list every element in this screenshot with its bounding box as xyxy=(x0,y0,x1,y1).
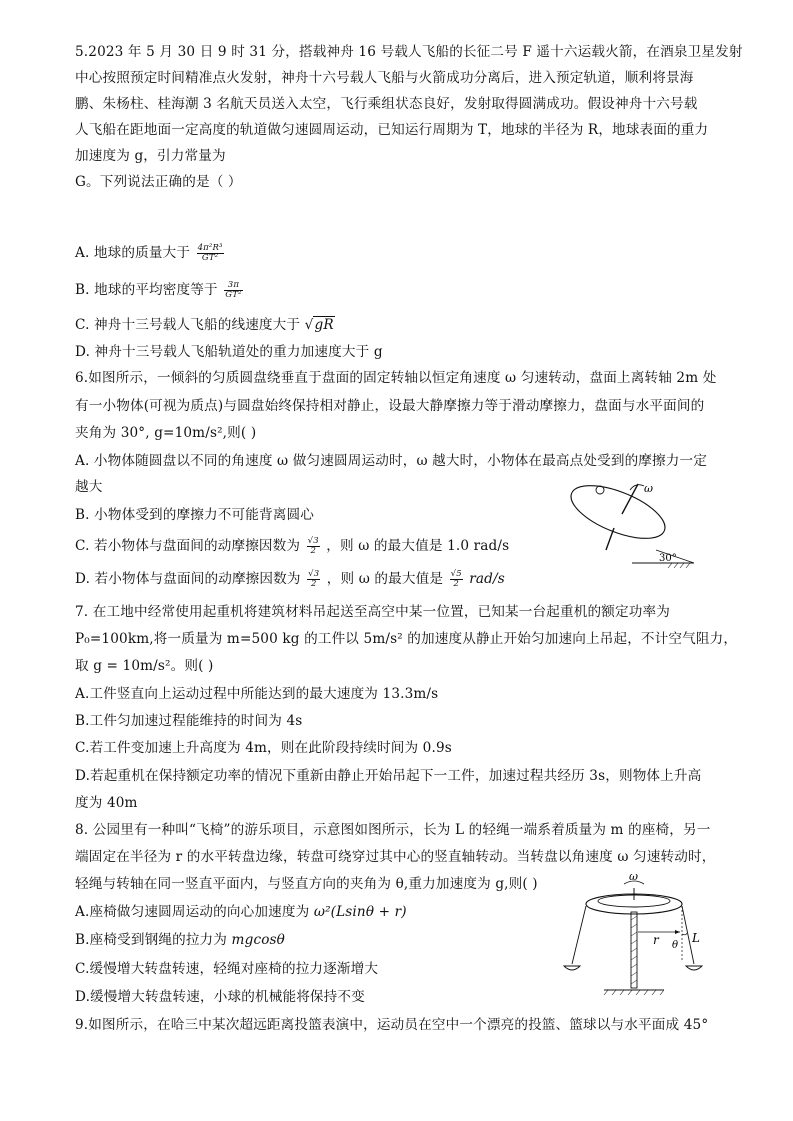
q8-option-d[interactable]: D.缓慢增大转盘转速，小球的机械能将保持不变 xyxy=(75,989,365,1005)
theta-label: θ xyxy=(672,940,679,951)
q5-option-d[interactable]: D. 神舟十三号载人飞船轨道处的重力加速度大于 g xyxy=(75,344,383,360)
q8-option-a[interactable] xyxy=(75,902,407,922)
omega-label: ω xyxy=(644,482,653,495)
q6-option-d-fraction-1 xyxy=(307,570,320,589)
q7-option-d-line-1[interactable]: D.若起重机在保持额定功率的情况下重新由静止开始吊起下一工件，加速过程共经历 3s，则物体上升高 xyxy=(75,768,702,784)
small-object xyxy=(596,486,604,494)
tilted-disk-figure xyxy=(560,478,700,570)
disk-ellipse xyxy=(564,475,672,550)
q8-option-a-math: ω²(Lsinθ + r) xyxy=(313,904,407,920)
q6-option-d-unit: rad/s xyxy=(469,571,505,587)
fraction-denominator: GT² xyxy=(201,253,219,263)
fraction-numerator: 4π²R³ xyxy=(197,243,223,253)
q8-line-2: 端固定在半径为 r 的水平转盘边缘，转盘可绕穿过其中心的竖直轴转动。当转盘以角速度 ω 匀速转动时， xyxy=(75,849,716,865)
q6-line-1: 6.如图所示，一倾斜的匀质圆盘绕垂直于盘面的固定转轴以恒定角速度 ω 匀速转动，盘面上离转轴 2m 处 xyxy=(75,370,717,386)
q5-option-a[interactable] xyxy=(75,243,226,263)
q8-option-b[interactable] xyxy=(75,930,285,950)
rotation-axis-top xyxy=(622,484,638,514)
q7-line-2: P₀=100km,将一质量为 m=500 kg 的工件以 5m/s² 的加速度从静止开始匀加速向上吊起，不计空气阻力， xyxy=(75,631,738,647)
q8-line-1: 8. 公园里有一种叫“飞椅”的游乐项目，示意图如图所示，长为 L 的轻绳一端系着质量为 m 的座椅，另一 xyxy=(75,822,711,838)
q8-line-3: 轻绳与转轴在同一竖直平面内，与竖直方向的夹角为 θ,重力加速度为 g,则( ) xyxy=(75,876,538,892)
q6-option-c[interactable] xyxy=(75,536,509,556)
radius-arrowhead xyxy=(675,930,680,934)
q5-option-b[interactable] xyxy=(75,280,245,300)
q5-line-5: 加速度为 g，引力常量为 xyxy=(75,148,226,164)
omega-label: ω xyxy=(629,870,638,883)
right-seat xyxy=(686,966,702,970)
q5-option-c-text: C. 神舟十三号载人飞船的线速度大于 xyxy=(75,317,301,333)
left-rope xyxy=(572,906,586,964)
radius-label: r xyxy=(653,933,659,947)
shaft-hatch xyxy=(631,916,637,984)
q8-option-b-text: B.座椅受到钢绳的拉力为 xyxy=(75,932,228,948)
q6-option-d-mid: ，则 ω 的最大值是 xyxy=(326,571,444,587)
q6-option-c-post: ，则 ω 的最大值是 1.0 rad/s xyxy=(326,538,510,554)
ground-hatch xyxy=(668,563,690,568)
q8-option-b-math: mgcosθ xyxy=(231,932,285,948)
fraction-numerator: √5 xyxy=(450,569,462,579)
q5-option-a-fraction xyxy=(197,244,224,263)
q6-line-3: 夹角为 30°, g=10m/s²,则( ) xyxy=(75,425,257,441)
angle-label: 30° xyxy=(659,553,677,564)
q7-line-3: 取 g = 10m/s²。则( ) xyxy=(75,658,214,674)
sqrt-expression: √gR xyxy=(304,317,334,333)
fraction-denominator: 2 xyxy=(310,579,317,589)
q6-line-2: 有一小物体(可视为质点)与圆盘始终保持相对静止，设最大静摩擦力等于滑动摩擦力，盘面与水平面间的 xyxy=(75,398,705,414)
q6-option-a-line-1[interactable]: A. 小物体随圆盘以不同的角速度 ω 做匀速圆周运动时，ω 越大时，小物体在最高点处受到的摩擦力一定 xyxy=(75,453,708,469)
fraction-numerator: √3 xyxy=(307,536,319,546)
q6-option-d[interactable] xyxy=(75,569,505,589)
fraction-denominator: 2 xyxy=(310,546,316,556)
q7-option-d-line-2: 度为 40m xyxy=(75,795,138,811)
q6-option-c-fraction xyxy=(307,537,320,556)
q5-option-b-fraction xyxy=(224,281,242,300)
rotation-axis-bottom xyxy=(606,528,614,550)
q7-option-a[interactable]: A.工件竖直向上运动过程中所能达到的最大速度为 13.3m/s xyxy=(75,686,439,702)
q7-option-b[interactable]: B.工件匀加速过程能维持的时间为 4s xyxy=(75,713,303,729)
q7-line-1: 7. 在工地中经常使用起重机将建筑材料吊起送至高空中某一位置，已知某一台起重机的额定功率为 xyxy=(75,604,670,620)
q8-option-c[interactable]: C.缓慢增大转盘转速，轻绳对座椅的拉力逐渐增大 xyxy=(75,961,379,977)
length-label: L xyxy=(692,931,700,945)
q5-option-a-text: A. 地球的质量大于 xyxy=(75,245,191,261)
q5-line-6: G。下列说法正确的是（ ） xyxy=(75,174,242,190)
q6-option-a-line-2: 越大 xyxy=(75,479,103,495)
theta-arc xyxy=(682,933,687,935)
q6-option-d-fraction-2 xyxy=(450,570,463,589)
q7-option-c[interactable]: C.若工件变加速上升高度为 4m，则在此阶段持续时间为 0.9s xyxy=(75,740,452,756)
q5-option-c[interactable] xyxy=(75,315,335,335)
swing-chair-figure xyxy=(560,870,710,998)
fraction-numerator: √3 xyxy=(308,569,320,579)
left-seat xyxy=(564,966,580,970)
q9-line-1: 9.如图所示，在哈三中某次超远距离投篮表演中，运动员在空中一个漂亮的投篮、篮球以与水平面成 45° xyxy=(75,1017,709,1033)
q5-line-1: 5.2023 年 5 月 30 日 9 时 31 分，搭载神舟 16 号载人飞船的长征二号 F 遥十六运载火箭，在酒泉卫星发射 xyxy=(75,44,743,60)
sqrt-radicand: gR xyxy=(314,317,334,333)
q5-option-b-text: B. 地球的平均密度等于 xyxy=(75,282,218,298)
q5-line-4: 人飞船在距地面一定高度的轨道做匀速圆周运动，已知运行周期为 T，地球的半径为 R，地球表面的重力 xyxy=(75,122,709,138)
fraction-denominator: 2 xyxy=(453,579,459,589)
q6-option-d-pre: D. 若小物体与盘面间的动摩擦因数为 xyxy=(75,571,301,587)
q8-option-a-text: A.座椅做匀速圆周运动的向心加速度为 xyxy=(75,904,310,920)
q6-option-b[interactable]: B. 小物体受到的摩擦力不可能背离圆心 xyxy=(75,507,314,523)
q5-line-3: 鹏、朱杨柱、桂海潮 3 名航天员送入太空，飞行乘组状态良好，发射取得圆满成功。假设神舟十六号载 xyxy=(75,96,698,112)
fraction-numerator: 3π xyxy=(224,281,242,291)
q5-line-2: 中心按照预定时间精准点火发射，神舟十六号载人飞船与火箭成功分离后，进入预定轨道，顺利将景海 xyxy=(75,70,694,86)
fraction-denominator: GT² xyxy=(225,290,242,300)
ground-hatch xyxy=(604,990,664,995)
q6-option-c-pre: C. 若小物体与盘面间的动摩擦因数为 xyxy=(75,538,301,554)
